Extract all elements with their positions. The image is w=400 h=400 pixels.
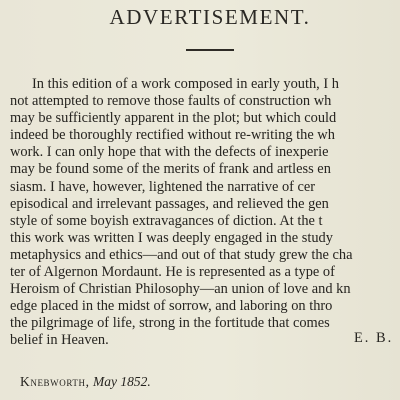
- paragraph-line: not attempted to remove those faults of construction wh: [10, 93, 332, 110]
- paragraph-line: siasm. I have, however, lightened the narrative of cer: [10, 178, 316, 195]
- paragraph-line: work. I can only hope that with the defects of inexperie: [10, 144, 329, 161]
- paragraph-line: may be found some of the merits of frank and artless en: [10, 161, 331, 178]
- paragraph-line: the pilgrimage of life, strong in the fortitude that comes: [10, 315, 330, 332]
- paragraph-line: edge placed in the midst of sorrow, and laboring on thro: [10, 298, 333, 315]
- dateline-date: May 1852.: [92, 374, 151, 389]
- advertisement-paragraph: [10, 76, 400, 350]
- paragraph-line: indeed be thoroughly rectified without re-writing the wh: [10, 127, 335, 144]
- title-divider: [186, 49, 234, 51]
- paragraph-line: ter of Algernon Mordaunt. He is represented as a type of: [10, 264, 335, 281]
- dateline: [20, 374, 151, 390]
- paragraph-line: episodical and irrelevant passages, and relieved the gen: [10, 195, 329, 212]
- author-initials: E. B.: [354, 330, 394, 346]
- page-title: ADVERTISEMENT.: [109, 5, 311, 29]
- paragraph-line: belief in Heaven.: [10, 332, 109, 349]
- paragraph-line: In this edition of a work composed in early youth, I h: [32, 76, 339, 92]
- paragraph-line: style of some boyish extravagances of diction. At the t: [10, 212, 323, 229]
- paragraph-line: may be sufficiently apparent in the plot; but which could: [10, 110, 337, 127]
- dateline-place: Knebworth,: [20, 374, 90, 389]
- paragraph-line: Heroism of Christian Philosophy—an union of love and kn: [10, 281, 351, 298]
- paragraph-line: metaphysics and ethics—and out of that study grew the cha: [10, 246, 353, 263]
- paragraph-line: this work was written I was deeply engaged in the study: [10, 229, 333, 246]
